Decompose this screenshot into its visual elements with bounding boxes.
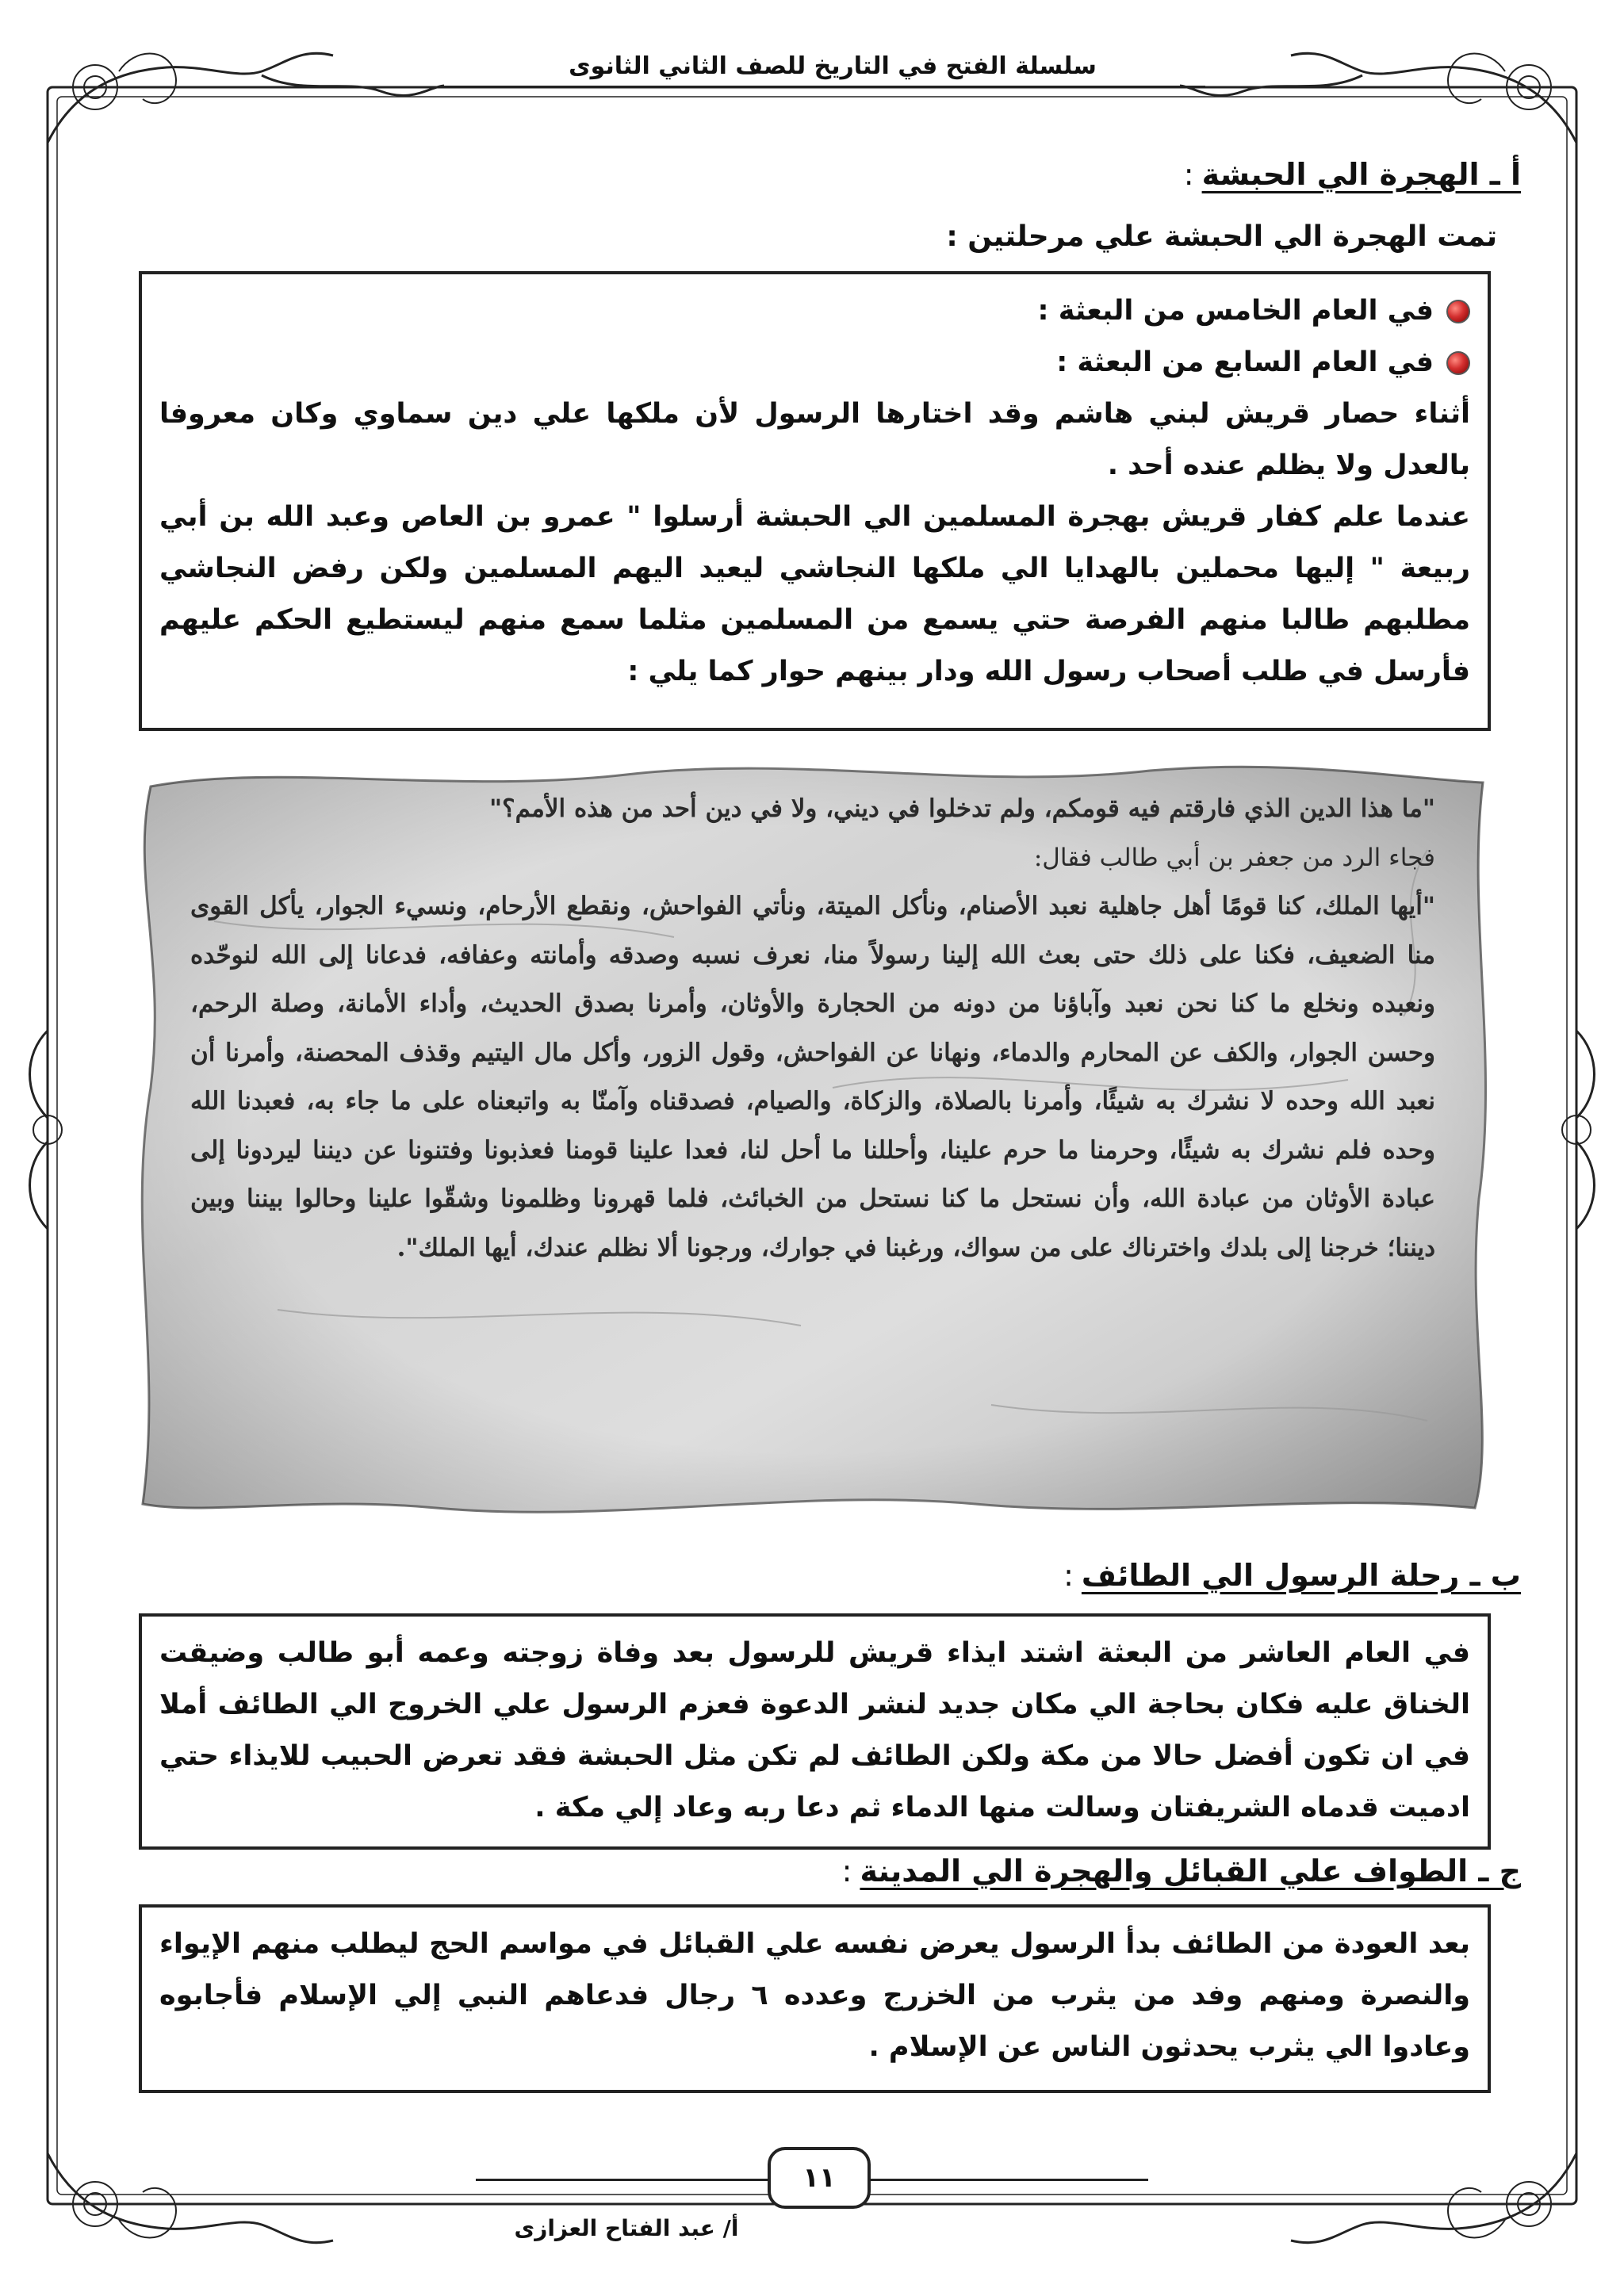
section-b-heading <box>1063 1558 1521 1593</box>
section-a-box <box>139 271 1491 731</box>
bullet-item-fifth-year <box>159 285 1470 337</box>
section-c-heading-colon: : <box>841 1854 852 1888</box>
section-b-heading-colon: : <box>1063 1558 1074 1593</box>
section-a-paragraph-2: عندما علم كفار قريش بهجرة المسلمين الي الحبشة أرسلوا " عمرو بن العاص وعبد الله بن أبي ربيعة " إليها محملين بالهدايا الي ملكها النجاشي ليعيد اليهم المسلمين ولكن رفض النجاشي مطلبهم طالبا منهم الفرصة حتي يسمع من المسلمين مثلما سمع منهم ليستطيع الحكم عليهم فأرسل في طلب أصحاب رسول الله ودار بينهم حوار كما يلي : <box>159 501 1470 687</box>
bullet-item-label: في العام السابع من البعثة : <box>1056 346 1434 378</box>
section-b-box <box>139 1613 1491 1850</box>
negus-question: "ما هذا الدين الذي فارقتم فيه قومكم، ولم تدخلوا في ديني، ولا في دين أحد من هذه الأمم؟" <box>489 794 1435 823</box>
jafar-speech: "أيها الملك، كنا قومًا أهل جاهلية نعبد الأصنام، ونأكل الميتة، ونأتي الفواحش، ونقطع الأرحام، ونسيء الجوار، يأكل القوى منا الضعيف، فكنا على ذلك حتى بعث الله إلينا رسولاً منا، نعرف نسبه وصدقه وأمانته وعفافه، فدعانا إلى الله لنوحّده ونعبده ونخلع ما كنا نحن نعبد وآباؤنا من دونه من الحجارة والأوثان، وأمرنا بصدق الحديث، وأداء الأمانة، وصلة الرحم، وحسن الجوار، والكف عن المحارم والدماء، ونهانا عن الفواحش، وقول الزور، وأكل مال اليتيم وقذف المحصنة، وأمرنا أن نعبد الله وحده لا نشرك به شيئًا، وأمرنا بالصلاة، والزكاة، والصيام، فصدقناه وآمنّا به واتبعناه على ما جاء به، فعبدنا الله وحده فلم نشرك به شيئًا، وحرمنا ما حرم علينا، وأحللنا ما أحل لنا، فعدا علينا قومنا فعذبونا وفتنونا عن ديننا ليردونا إلى عبادة الأوثان من عبادة الله، وأن نستحل ما كنا نستحل من الخبائث، فلما قهرونا وظلمونا وشقّوا علينا وحالوا بيننا وبين ديننا؛ خرجنا إلى بلدك واخترناك على من سواك، ورغبنا في جوارك، ورجونا ألا نظلم عندك، أيها الملك". <box>190 892 1435 1262</box>
section-c-box <box>139 1904 1491 2093</box>
section-a-paragraph-1: أثناء حصار قريش لبني هاشم وقد اختارها الرسول لأن ملكها علي دين سماوي وكان معروفا بالعدل ولا يظلم عنده أحد . <box>159 398 1470 481</box>
bullet-item-seventh-year <box>159 337 1470 388</box>
red-bullet-icon <box>1446 300 1470 323</box>
section-c-heading <box>842 1854 1521 1888</box>
parchment-text <box>190 785 1435 1272</box>
footer-rule-left <box>476 2179 768 2181</box>
section-b-paragraph: في العام العاشر من البعثة اشتد ايذاء قريش للرسول بعد وفاة زوجته وعمه أبو طالب وضيقت الخناق عليه فكان بحاجة الي مكان جديد لنشر الدعوة فعزم الرسول علي الخروج الي الطائف أملا في ان تكون أفضل حالا من مكة ولكن الطائف لم تكن مثل الحبشة فقد تعرض الحبيب للايذاء حتي ادميت قدماه الشريفتان وسالت منها الدماء ثم دعا ربه وعاد إلي مكة . <box>159 1637 1470 1823</box>
header-rule <box>444 86 1205 88</box>
red-bullet-icon <box>1446 351 1470 375</box>
author-name: أ/ عبد الفتاح العزازى <box>514 2215 739 2241</box>
section-a-heading-text: أ ـ الهجرة الي الحبشة <box>1201 157 1521 192</box>
section-a-intro: تمت الهجرة الي الحبشة علي مرحلتين : <box>946 220 1497 253</box>
section-a-heading-colon: : <box>1183 157 1194 192</box>
section-b-heading-text: ب ـ رحلة الرسول الي الطائف <box>1081 1558 1521 1593</box>
footer-rule-right <box>871 2179 1148 2181</box>
section-a-heading <box>1184 157 1521 192</box>
series-title: سلسلة الفتح في التاريخ للصف الثاني الثانوى <box>569 52 1097 80</box>
jafar-reply-intro: فجاء الرد من جعفر بن أبي طالب فقال: <box>1033 843 1435 872</box>
bullet-item-label: في العام الخامس من البعثة : <box>1037 295 1434 327</box>
section-c-paragraph: بعد العودة من الطائف بدأ الرسول يعرض نفسه علي القبائل في مواسم الحج ليطلب منهم الإيواء والنصرة ومنهم وفد من يثرب من الخزرج وعدده ٦ رجال فدعاهم النبي إلي الإسلام فأجابوه وعادوا الي يثرب يحدثون الناس عن الإسلام . <box>159 1928 1470 2063</box>
page-number: ١١ <box>768 2147 871 2209</box>
section-c-heading-text: ج ـ الطواف علي القبائل والهجرة الي المدينة <box>860 1854 1521 1888</box>
